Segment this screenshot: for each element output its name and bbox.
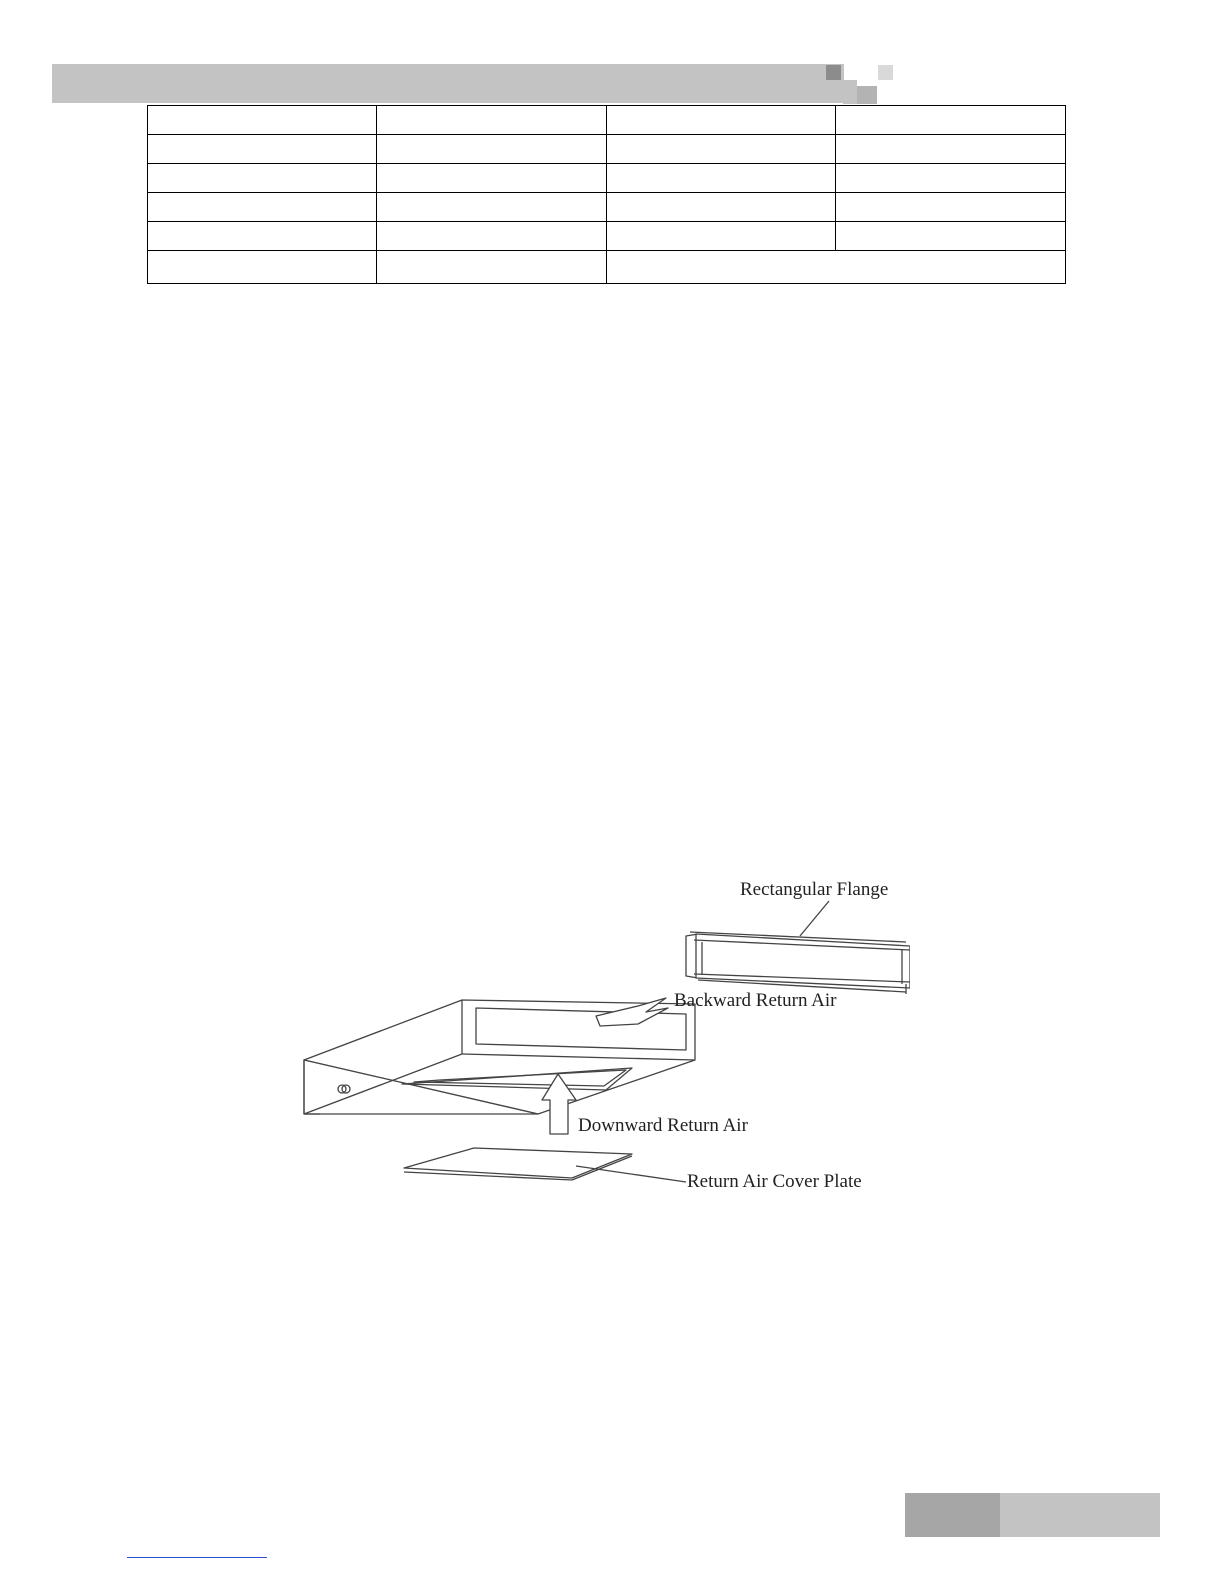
return-air-cover-plate-label: Return Air Cover Plate bbox=[687, 1171, 862, 1192]
table-cell bbox=[148, 106, 377, 135]
table-cell bbox=[607, 164, 836, 193]
table-cell bbox=[377, 135, 607, 164]
table-row bbox=[148, 135, 1066, 164]
table-cell bbox=[377, 106, 607, 135]
table-cell bbox=[148, 251, 377, 284]
table-cell bbox=[836, 135, 1066, 164]
rectangular-flange-drawing bbox=[686, 932, 910, 994]
table-cell bbox=[836, 106, 1066, 135]
spec-table bbox=[147, 105, 1066, 284]
table-cell bbox=[377, 222, 607, 251]
table-cell bbox=[148, 135, 377, 164]
table-cell bbox=[607, 193, 836, 222]
header-square-decoration bbox=[843, 80, 857, 104]
table-cell bbox=[377, 164, 607, 193]
return-air-figure bbox=[290, 860, 910, 1200]
table-cell-merged bbox=[607, 251, 1066, 284]
return-air-cover-plate-drawing bbox=[404, 1148, 632, 1180]
rectangular-flange-label: Rectangular Flange bbox=[740, 879, 889, 900]
table-row bbox=[148, 164, 1066, 193]
table-row bbox=[148, 251, 1066, 284]
flange-leader-line bbox=[800, 901, 829, 936]
table-row bbox=[148, 222, 1066, 251]
table-cell bbox=[148, 164, 377, 193]
backward-return-air-label: Backward Return Air bbox=[674, 990, 837, 1011]
table-cell bbox=[148, 193, 377, 222]
header-square-decoration bbox=[857, 86, 877, 104]
table-cell bbox=[836, 222, 1066, 251]
header-square-decoration bbox=[826, 65, 841, 80]
table-cell bbox=[836, 164, 1066, 193]
table-row bbox=[148, 106, 1066, 135]
downward-return-air-label: Downward Return Air bbox=[578, 1115, 748, 1136]
footer-link-underline[interactable] bbox=[127, 1557, 267, 1558]
cover-plate-leader-line bbox=[576, 1166, 686, 1182]
table-cell bbox=[836, 193, 1066, 222]
header-square-decoration bbox=[878, 65, 893, 80]
table-row bbox=[148, 193, 1066, 222]
table-cell bbox=[148, 222, 377, 251]
footer-page-badge-light bbox=[1000, 1493, 1160, 1537]
return-air-diagram bbox=[290, 860, 910, 1200]
table-cell bbox=[607, 106, 836, 135]
table-cell bbox=[607, 222, 836, 251]
table-cell bbox=[377, 193, 607, 222]
table-cell bbox=[377, 251, 607, 284]
table-cell bbox=[607, 135, 836, 164]
footer-page-badge-dark bbox=[905, 1493, 1000, 1537]
header-band bbox=[52, 64, 844, 103]
